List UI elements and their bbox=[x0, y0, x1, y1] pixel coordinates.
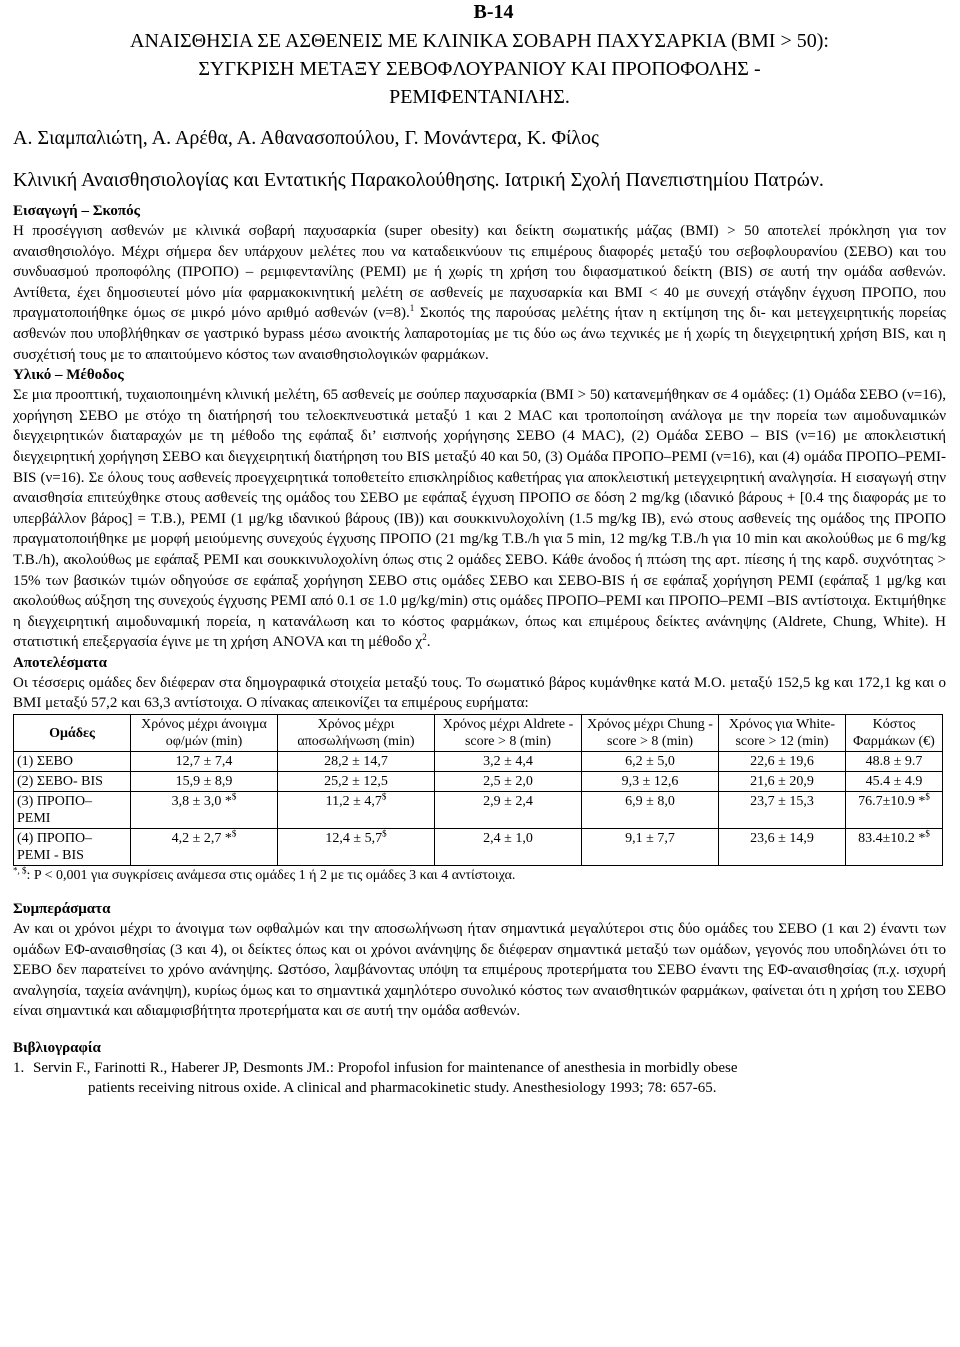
value-cell bbox=[846, 772, 943, 792]
results-text: Οι τέσσερις ομάδες δεν διέφεραν στα δημογραφικά στοιχεία μεταξύ τους. Το σωματικό βάρος κυμάνθηκε κατά Μ.Ο. μεταξύ 152,5 kg και 172,1 kg και ο BMI μεταξύ 57,2 και 63,3 αντίστοιχα. Ο πίνακας απεικονίζει τα επιμέρους ευρήματα: bbox=[13, 674, 946, 712]
value-cell bbox=[278, 829, 435, 866]
conclusions-text: Αν και οι χρόνοι μέχρι το άνοιγμα των οφθαλμών και την αποσωλήνωση ήταν σημαντικά μεγαλύτεροι στις δύο ομάδες του ΣΕΒΟ (1 και 2) έναντι των ομάδων ΕΦ-αναισθησίας (3 και 4), οι δείκτες όπως και οι χρόνοι ανάνηψης δε διέφεραν σημαντικά μεταξύ των ομάδων, γεγονός που υποδηλώνει ότι το ΣΕΒΟ δεν παρατείνει το χρόνο ανάνηψης. Ωστόσο, λαμβάνοντας υπόψη τα επιμέρους προτερήματα του ΣΕΒΟ έναντι της ΕΦ-αναισθησίας (π.χ. ισχυρή αναλγησία, ταχεία ανάνηψη), κυρίως όμως και το σημαντικά χαμηλότερο συνολικό κόστος των αναισθητικών φαρμάκων, φαίνεται ότι η χρήση του ΣΕΒΟ είναι σημαντικά και αδιαμφισβήτητα προτερήματα και σε αυτή την ομάδα ασθενών. bbox=[13, 921, 946, 1020]
title-line: ΡΕΜΙΦΕΝΤΑΝΙΛΗΣ. bbox=[389, 86, 570, 108]
value-text: 4,2 ± 2,7 * bbox=[171, 831, 232, 847]
methods-text-part: . bbox=[426, 634, 431, 651]
footnote-text: : P < 0,001 για συγκρίσεις ανάμεσα στις ομάδες 1 ή 2 με τις ομάδες 3 και 4 αντίστοιχα. bbox=[26, 868, 516, 884]
value-cell bbox=[846, 829, 943, 866]
table-footnote bbox=[13, 867, 946, 885]
value-cell bbox=[846, 792, 943, 829]
header-cell: Ομάδες bbox=[14, 715, 131, 752]
group-cell: (4) ΠΡΟΠΟ– ΡΕΜΙ - BIS bbox=[14, 829, 131, 866]
results-heading: Αποτελέσματα bbox=[13, 654, 107, 671]
header-cell: Χρόνος για White-score > 12 (min) bbox=[719, 715, 846, 752]
value-cell bbox=[278, 752, 435, 772]
value-text: 15,9 ± 8,9 bbox=[175, 774, 233, 790]
footnote-marks: *, $ bbox=[13, 865, 27, 876]
references-heading: Βιβλιογραφία bbox=[13, 1040, 101, 1057]
abstract-title bbox=[13, 27, 946, 111]
methods-text bbox=[13, 385, 946, 653]
value-sup: $ bbox=[231, 791, 237, 802]
value-sup: $ bbox=[382, 828, 387, 839]
reference-list bbox=[13, 1058, 946, 1098]
header-cell: Κόστος Φαρμάκων (€) bbox=[846, 715, 943, 752]
value-text: 83.4±10.2 * bbox=[858, 831, 926, 847]
value-cell: 2,9 ± 2,4 bbox=[435, 792, 582, 829]
value-cell bbox=[278, 772, 435, 792]
value-cell: 2,4 ± 1,0 bbox=[435, 829, 582, 866]
value-cell: 9,1 ± 7,7 bbox=[582, 829, 719, 866]
value-sup: $ bbox=[381, 791, 387, 802]
value-cell bbox=[131, 752, 278, 772]
value-cell: 2,5 ± 2,0 bbox=[435, 772, 582, 792]
value-cell bbox=[846, 752, 943, 772]
results-table bbox=[13, 714, 943, 866]
intro-text-part: Σκοπός της παρούσας μελέτης ήταν η εκτίμηση της δι- και μετεγχειρητικής πορείας ασθενών που υποβλήθηκαν σε γαστρικό bypass μέσω ανοικτής λαπαροτομίας με τις δύο ως άνω τεχνικές με ή χωρίς τη διεγχειρητική χρήση BIS, και η συσχέτισή τους με το απαιτούμενο κόστος των αναισθησιολογικών φαρμάκων. bbox=[13, 305, 946, 363]
reference-number: 1. bbox=[13, 1060, 25, 1077]
value-text: 76.7±10.9 * bbox=[858, 794, 926, 810]
authors: Α. Σιαμπαλιώτη, Α. Αρέθα, Α. Αθανασοπούλου, Γ. Μονάντερα, Κ. Φίλος bbox=[13, 127, 599, 149]
value-text: 25,2 ± 12,5 bbox=[324, 774, 388, 790]
table-row bbox=[14, 829, 943, 866]
group-cell: (1) ΣΕΒΟ bbox=[14, 752, 131, 772]
intro-citation: 1 bbox=[409, 303, 415, 314]
value-cell: 9,3 ± 12,6 bbox=[582, 772, 719, 792]
value-cell: 6,2 ± 5,0 bbox=[582, 752, 719, 772]
group-cell: (3) ΠΡΟΠΟ– ΡΕΜΙ bbox=[14, 792, 131, 829]
value-cell: 22,6 ± 19,6 bbox=[719, 752, 846, 772]
value-cell: 23,6 ± 14,9 bbox=[719, 829, 846, 866]
affiliation: Κλινική Αναισθησιολογίας και Εντατικής Παρακολούθησης. Ιατρική Σχολή Πανεπιστημίου Πατρών. bbox=[13, 169, 824, 191]
title-line: ΣΥΓΚΡΙΣΗ ΜΕΤΑΞΥ ΣΕΒΟΦΛΟΥΡΑΝΙΟΥ ΚΑΙ ΠΡΟΠΟΦΟΛΗΣ - bbox=[198, 58, 761, 80]
table-row bbox=[14, 752, 943, 772]
methods-heading: Υλικό – Μέθοδος bbox=[13, 367, 124, 384]
value-cell: 23,7 ± 15,3 bbox=[719, 792, 846, 829]
value-cell: 3,2 ± 4,4 bbox=[435, 752, 582, 772]
methods-superscript: 2 bbox=[422, 632, 427, 643]
value-cell: 21,6 ± 20,9 bbox=[719, 772, 846, 792]
value-text: 48.8 ± 9.7 bbox=[865, 754, 923, 770]
conclusions-heading: Συμπεράσματα bbox=[13, 901, 111, 918]
value-sup: $ bbox=[925, 828, 930, 839]
value-text: 11,2 ± 4,7 bbox=[325, 794, 382, 810]
value-text: 12,4 ± 5,7 bbox=[325, 831, 383, 847]
value-sup: $ bbox=[231, 828, 237, 839]
reference-line: Servin F., Farinotti R., Haberer JP, Desmonts JM.: Propofol infusion for maintenance of anesthesia in morbidly obese bbox=[33, 1060, 738, 1077]
intro-text bbox=[13, 221, 946, 365]
reference-line: patients receiving nitrous oxide. A clinical and pharmacokinetic study. Anesthesiology 1993; 78: 657-65. bbox=[88, 1080, 717, 1097]
header-cell: Χρόνος μέχρι Chung - score > 8 (min) bbox=[582, 715, 719, 752]
table-header-row bbox=[14, 715, 943, 752]
abstract-page bbox=[13, 0, 946, 1098]
table-row bbox=[14, 772, 943, 792]
value-cell bbox=[131, 829, 278, 866]
value-text: 45.4 ± 4.9 bbox=[865, 774, 923, 790]
methods-text-part: Σε μια προοπτική, τυχαιοποιημένη κλινική μελέτη, 65 ασθενείς με σούπερ παχυσαρκία (BMI > 50) κατανεμήθηκαν σε 4 ομάδες: (1) Ομάδα ΣΕΒΟ (ν=16), χορήγηση ΣΕΒΟ με στόχο τη διατήρησή του τελοεκπνευστικά μεταξύ 1 και 2 MAC και τροποποίηση ανάλογα με την πορεία των αιμοδυναμικών διεγχειρητικών διαταραχών με τη μέθοδο της εφάπαξ δι’ εισπνοής χορήγησης ΣΕΒΟ (4 MAC), (2) Ομάδα ΣΕΒΟ – BIS (ν=16) με αποκλειστική διεγχειρητική χορήγηση ΣΕΒΟ και διεγχειρητική διατήρηση του BIS μεταξύ 40 και 50, (3) Ομάδα ΠΡΟΠΟ–ΡΕΜΙ (ν=16), και (4) ομάδα ΠΡΟΠΟ–ΡΕΜΙ-BIS (ν=16). Σε όλους τους ασθενείς προεγχειρητικά τοποθετείτο επισκληρίδιος καθετήρας για αποκλειστική μετεγχειρητική αναλγησία. Η εισαγωγή στην αναισθησία επιτεύχθηκε στους ασθενείς της ομάδος του ΣΕΒΟ με εφάπαξ έγχυση ΠΡΟΠΟ σε δόση 2 mg/kg (ιδανικό βάρους + [0.4 της διαφοράς με το υπερβάλλον βάρος] = Τ.Β.), ΡΕΜΙ (1 μg/kg ιδανικού βάρους (ΙΒ)) και σουκκινυλοχολίνη (1.5 mg/kg ΙΒ), ενώ στους ασθενείς της ομάδος της ΠΡΟΠΟ πραγματοποιήθηκε με μορφή μειούμενης συνεχούς έγχυσης ΠΡΟΠΟ (21 mg/kg Τ.Β./h για 5 min, 12 mg/kg Τ.Β./h για 10 min και ακολούθως με 6 mg/kg Τ.Β./h), ακολούθως με εφάπαξ ΡΕΜΙ και σουκκινυλοχολίνη όπως στις 2 ομάδες ΣΕΒΟ. Κάθε άνοδος ή πτώση της αρτ. πίεσης ή της καρδ. συχνότητας > 15% των βασικών τιμών οδηγούσε σε εφάπαξ χορήγηση ΣΕΒΟ στις ομάδες ΣΕΒΟ και ΣΕΒΟ-BIS ή σε εφάπαξ χορήγηση ΡΕΜΙ (εφάπαξ 1 μg/kg και ακολούθως αύξηση της συνεχούς έγχυσης ΡΕΜΙ από 0.1 σε 1.0 μg/kg/min) στις ομάδες ΠΡΟΠΟ–ΡΕΜΙ και ΠΡΟΠΟ–ΡΕΜΙ –BIS αντίστοιχα. Εκτιμήθηκε η διεγχειρητική αιμοδυναμική πορεία, η κατανάλωση και το κόστος φαρμάκων, όπως και επιμέρους δείκτες ανάνηψης (Aldrete, Chung, White). Η στατιστική επεξεργασία έγινε με τη χρήση ANOVA και τη μέθοδο χ bbox=[13, 387, 946, 651]
header-cell: Χρόνος μέχρι αποσωλήνωση (min) bbox=[278, 715, 435, 752]
reference-item bbox=[13, 1058, 946, 1098]
table-row bbox=[14, 792, 943, 829]
title-line: ΑΝΑΙΣΘΗΣΙΑ ΣΕ ΑΣΘΕΝΕΙΣ ΜΕ ΚΛΙΝΙΚΑ ΣΟΒΑΡΗ ΠΑΧΥΣΑΡΚΙΑ (ΒΜΙ > 50): bbox=[130, 30, 829, 52]
intro-text-part: Η προσέγγιση ασθενών με κλινικά σοβαρή παχυσαρκία (super obesity) και δείκτη σωματικής μάζας (BMI) > 50 αποτελεί πρόκληση για τον αναισθησιολόγο. Μέχρι σήμερα δεν υπάρχουν μελέτες που να καταδεικνύουν τις επιμέρους διαφορές μεταξύ του σεβοφλουρανίου (ΣΕΒΟ) και του συνδυασμού προποφόλης (ΠΡΟΠΟ) – ρεμιφεντανίλης (ΡΕΜΙ) με ή χωρίς τη χρήση του διφασματικού δείκτη (BIS) σε αυτή την ομάδα ασθενών. Αντίθετα, έχει δημοσιευτεί μόνο μία φαρμακοκινητική μελέτη σε ασθενείς με παχυσαρκία και BMI < 40 με συνεχή στάγδην έγχυση ΠΡΟΠΟ, που πραγματοποιήθηκε όμως σε μικρό μόνο αριθμό ασθενών (ν=8). bbox=[13, 223, 946, 322]
header-cell: Χρόνος μέχρι Aldrete -score > 8 (min) bbox=[435, 715, 582, 752]
value-cell bbox=[278, 792, 435, 829]
intro-heading: Εισαγωγή – Σκοπός bbox=[13, 203, 140, 219]
header-cell: Χρόνος μέχρι άνοιγμα οφ/μών (min) bbox=[131, 715, 278, 752]
value-cell bbox=[131, 792, 278, 829]
value-text: 3,8 ± 3,0 * bbox=[171, 794, 232, 810]
value-cell: 6,9 ± 8,0 bbox=[582, 792, 719, 829]
abstract-code: B-14 bbox=[473, 1, 514, 23]
value-cell bbox=[131, 772, 278, 792]
group-cell: (2) ΣΕΒΟ- BIS bbox=[14, 772, 131, 792]
value-sup: $ bbox=[925, 791, 930, 802]
value-text: 28,2 ± 14,7 bbox=[324, 754, 388, 770]
value-text: 12,7 ± 7,4 bbox=[175, 754, 233, 770]
